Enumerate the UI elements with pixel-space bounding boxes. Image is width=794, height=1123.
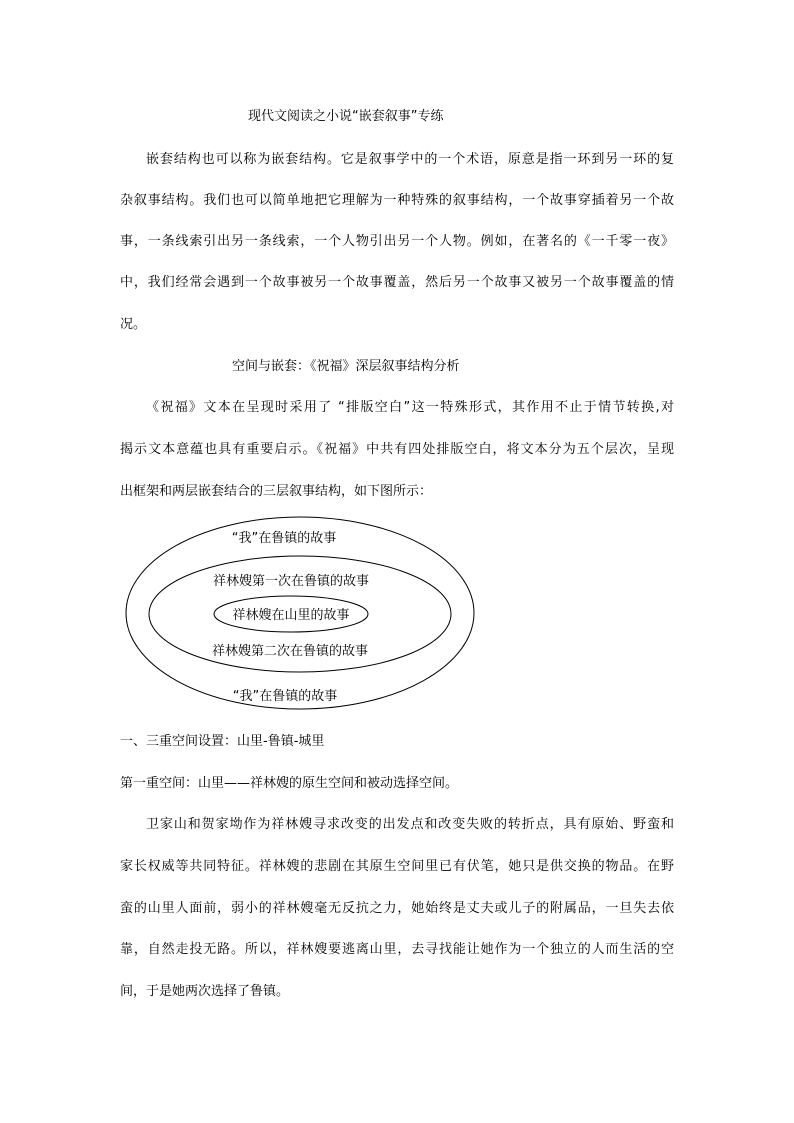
- intro-line-4: 中，我们经常会遇到一个故事被另一个故事覆盖，然后另一个故事又被另一个故事覆盖的情: [120, 275, 674, 290]
- outer-bottom-label: “我”在鲁镇的故事: [232, 689, 338, 704]
- body-line-3: 蛮的山里人面前，弱小的祥林嫂毫无反抗之力，她始终是丈夫或儿子的附属品，一旦失去依: [120, 901, 674, 916]
- intro-line-3: 事，一条线索引出另一条线索，一个人物引出另一个人物。例如，在著名的《一千零一夜》: [120, 234, 674, 249]
- nested-narrative-diagram: [124, 515, 476, 711]
- analysis-line-2: 揭示文本意蕴也具有重要启示。《祝福》中共有四处排版空白，将文本分为五个层次，呈现: [120, 442, 674, 457]
- section-subtitle: 空间与嵌套：《祝福》深层叙事结构分析: [232, 359, 460, 374]
- intro-line-2: 杂叙事结构。我们也可以简单地把它理解为一种特殊的叙事结构，一个故事穿插着另一个故: [120, 193, 674, 208]
- body-line-2: 家长权威等共同特征。祥林嫂的悲剧在其原生空间里已有伏笔，她只是供交换的物品。在野: [120, 859, 674, 874]
- outer-top-label: “我”在鲁镇的故事: [231, 531, 337, 546]
- analysis-line-3: 出框架和两层嵌套结合的三层叙事结构，如下图所示：: [120, 484, 433, 499]
- section-heading: 一、三重空间设置：山里-鲁镇-城里: [120, 734, 325, 749]
- intro-line-1: 嵌套结构也可以称为嵌套结构。它是叙事学中的一个术语，原意是指一环到另一环的复: [146, 152, 674, 167]
- document-title: 现代文阅读之小说“嵌套叙事”专练: [248, 109, 444, 124]
- first-space-heading: 第一重空间：山里——祥林嫂的原生空间和被动选择空间。: [120, 776, 459, 791]
- body-line-4: 靠，自然走投无路。所以，祥林嫂要逃离山里，去寻找能让她作为一个独立的人而生活的空: [120, 942, 674, 957]
- analysis-line-1: 《祝福》文本在呈现时采用了 “排版空白”这一特殊形式，其作用不止于情节转换,对: [146, 400, 674, 415]
- middle-top-label: 祥林嫂第一次在鲁镇的故事: [212, 574, 370, 589]
- middle-bottom-label: 祥林嫂第二次在鲁镇的故事: [211, 644, 369, 659]
- body-line-5: 间，于是她两次选择了鲁镇。: [120, 984, 290, 999]
- intro-line-5: 况。: [120, 317, 147, 332]
- inner-label: 祥林嫂在山里的故事: [232, 608, 350, 623]
- body-line-1: 卫家山和贺家坳作为祥林嫂寻求改变的出发点和改变失败的转折点，具有原始、野蛮和: [146, 817, 674, 832]
